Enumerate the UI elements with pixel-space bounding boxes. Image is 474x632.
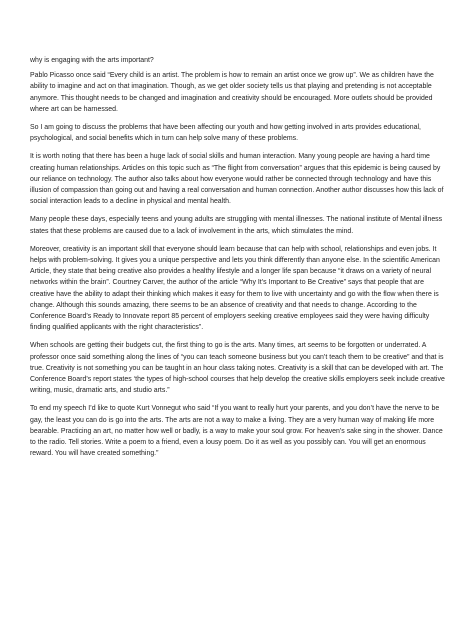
document-title: why is engaging with the arts important? [30, 57, 154, 64]
paragraph-budget-cuts: When schools are getting their budgets cut, the first thing to go is the arts. Many times, art seems to be forgotten or underrated. A professor once said something along the lines of “you can teach someone business but you can’t teach them to be creative” and that is true. Creativity is not something you can be taught in an hour class taking notes. Creativity is a skill that can be developed with art. The Conference Board’s report states ‘the types of high-school courses that help develop the creative skills employers seek include creative writing, music, dramatic arts, and studio arts.” [30, 342, 445, 395]
paragraph-creativity: Moreover, creativity is an important skill that everyone should learn because that can help with school, relationships and even jobs. It helps with problem-solving. It gives you a unique perspective and lets you think differently than anyone else. In the scientific American Article, they state that being creative also provides a healthy lifestyle and a longer life span because “it draws on a variety of neural networks within the brain”. Courtney Carver, the author of the article “Why It’s Important to Be Creative” says that people that are creative have the ability to adapt their thinking which makes it easy for them to live with uncertainty and go with the flow when there is change. Although this sounds amazing, there seems to be an absence of creativity and that needs to change. According to the Conference Board’s Ready to Innovate report 85 percent of employers seeking creative employees said they were having difficulty finding qualified applicants with the right characteristics”. [30, 245, 440, 332]
document-body [30, 55, 450, 467]
paragraph-mental-health: Many people these days, especially teens and young adults are struggling with mental illnesses. The national institute of Mental illness states that these problems are caused due to a lack of involvement in the arts, which stimulates the mind. [30, 216, 443, 235]
paragraph-picasso-quote: Pablo Picasso once said “Every child is an artist. The problem is how to remain an artist once we grow up”. We as children have the ability to imagine and act on that imagination. Though, as we get older society tells us that playing and pretending is not acceptable anymore. This thought needs to be changed and imagination and creativity should be encouraged. More outlets should be provided where art can be harnessed. [30, 72, 434, 113]
paragraph-thesis: So I am going to discuss the problems that have been affecting our youth and how getting involved in arts provides educational, psychological, and social benefits which in turn can help solve many of these problems. [30, 124, 421, 143]
paragraph-social-skills: It is worth noting that there has been a huge lack of social skills and human interaction. Many young people are having a hard time creating human relationships. Articles on this topic such as “The flight from conversation” argues that this epidemic is being caused by our reliance on technology. The author also talks about how everyone would rather be connected through technology and have this illusion of compassion than going out and having a real conversation and human connection. Another author discusses how this lack of social interaction leads to a decline in physical and mental health. [30, 153, 444, 206]
paragraph-conclusion: To end my speech I’d like to quote Kurt Vonnegut who said “If you want to really hurt your parents, and you don’t have the nerve to be gay, the least you can do is go into the arts. The arts are not a way to make a living. They are a very human way of making life more bearable. Practicing an art, no matter how well or badly, is a way to make your soul grow. For heaven’s sake sing in the shower. Dance to the radio. Tell stories. Write a poem to a friend, even a lousy poem. Do it as well as you possibly can. You will get an enormous reward. You will have created something.” [30, 405, 443, 458]
